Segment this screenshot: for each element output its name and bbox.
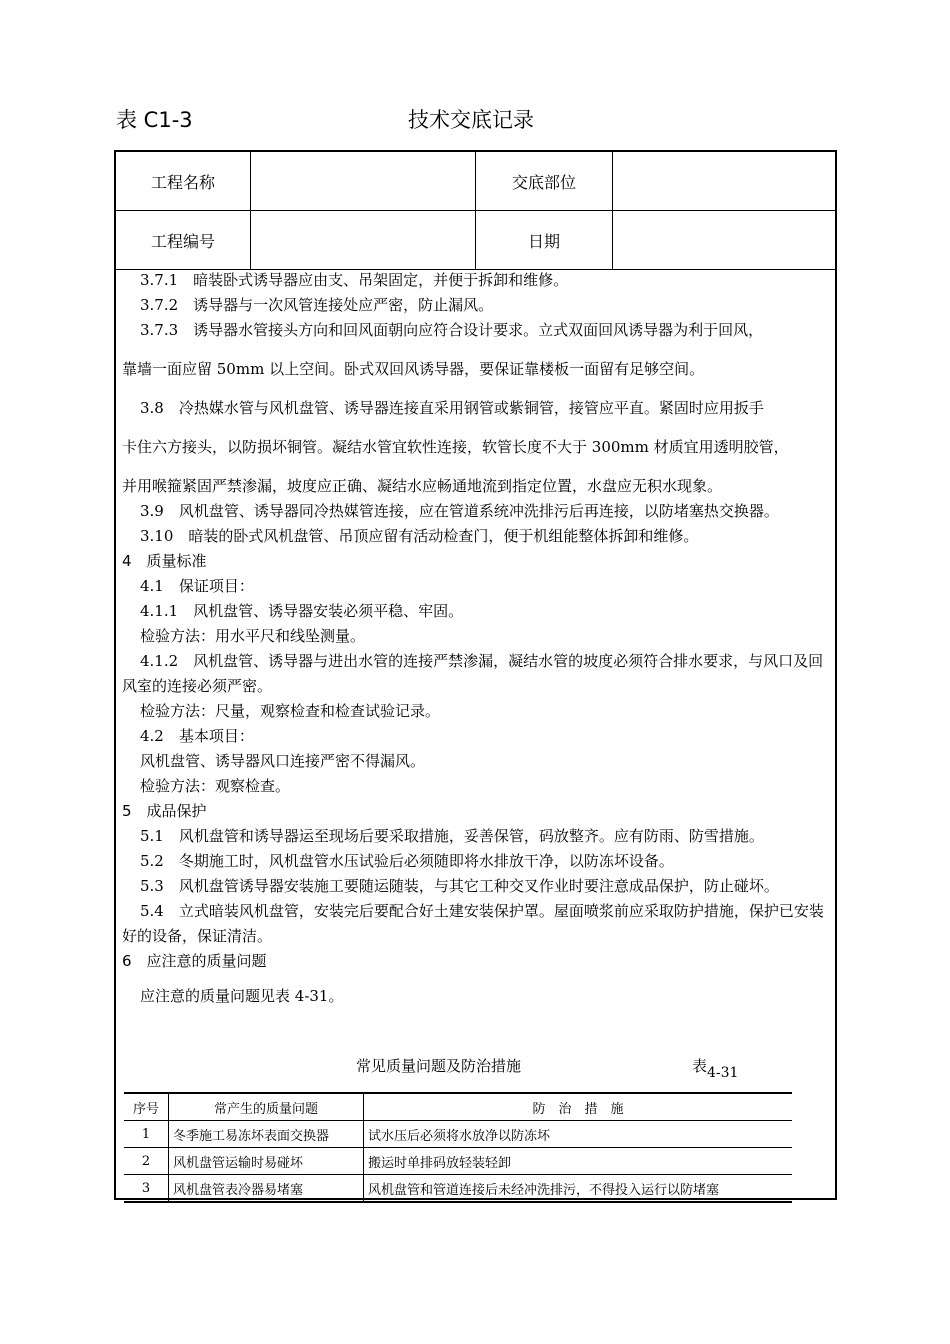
line-5-1: 5.1 风机盘管和诱导器运至现场后要采取措施，妥善保管，码放整齐。应有防雨、防雪措施。: [140, 827, 764, 845]
table-header-row: [124, 1093, 792, 1121]
table-number-value: 4-31: [707, 1065, 739, 1081]
line-4-1-2-method: 检验方法：尺量，观察检查和检查试验记录。: [140, 702, 441, 720]
row-no: 3: [124, 1175, 169, 1203]
section-6-heading: 6 应注意的质量问题: [122, 952, 267, 970]
row-measure: 搬运时单排码放轻装轻卸: [364, 1148, 793, 1175]
row-no: 1: [124, 1121, 169, 1148]
quality-issues-table: [124, 1092, 792, 1203]
row-issue: 风机盘管表冷器易堵塞: [169, 1175, 364, 1203]
record-frame: [114, 150, 837, 1200]
line-4-1-2: 4.1.2 风机盘管、诱导器与进出水管的连接严禁渗漏，凝结水管的坡度必须符合排水要求，与风口及回风室的连接必须严密。: [122, 652, 824, 695]
col-header-measures: 防 治 措 施: [364, 1093, 793, 1121]
content-body: [122, 268, 832, 1009]
col-header-issue: 常产生的质量问题: [169, 1093, 364, 1121]
date-label: 日期: [476, 211, 613, 270]
table-row: [124, 1121, 792, 1148]
line-5-3: 5.3 风机盘管诱导器安装施工要随运随装，与其它工种交叉作业时要注意成品保护，防止碰坏。: [140, 877, 779, 895]
line-3-7-3: 3.7.3 诱导器水管接头方向和回风面朝向应符合设计要求。立式双面回风诱导器为利于回风，: [140, 321, 764, 339]
row-no: 2: [124, 1148, 169, 1175]
location-value: [613, 152, 836, 211]
line-4-1: 4.1 保证项目：: [140, 577, 254, 595]
row-issue: 冬季施工易冻坏表面交换器: [169, 1121, 364, 1148]
section-5-heading: 5 成品保护: [122, 802, 207, 820]
col-header-no: 序号: [124, 1093, 169, 1121]
line-4-1-1-method: 检验方法：用水平尺和线坠测量。: [140, 627, 366, 645]
line-3-8-cont1: 卡住六方接头，以防损坏铜管。凝结水管宜软性连接，软管长度不大于 300mm 材质宜用透明胶管，: [122, 438, 789, 456]
line-4-2-item: 风机盘管、诱导器风口连接严密不得漏风。: [140, 752, 426, 770]
line-5-2: 5.2 冬期施工时，风机盘管水压试验后必须随即将水排放干净，以防冻坏设备。: [140, 852, 674, 870]
project-no-value: [251, 211, 476, 270]
line-3-9: 3.9 风机盘管、诱导器同冷热媒管连接，应在管道系统冲洗排污后再连接，以防堵塞热交换器。: [140, 502, 779, 520]
line-6-ref: 应注意的质量问题见表 4-31。: [140, 987, 344, 1005]
date-value: [613, 211, 836, 270]
line-4-1-1: 4.1.1 风机盘管、诱导器安装必须平稳、牢固。: [140, 602, 464, 620]
line-4-2-method: 检验方法：观察检查。: [140, 777, 291, 795]
project-name-value: [251, 152, 476, 211]
line-5-4: 5.4 立式暗装风机盘管，安装完后要配合好土建安装保护罩。屋面喷浆前应采取防护措施，保护已安装好的设备，保证清洁。: [122, 902, 824, 945]
page-title: 技术交底记录: [408, 108, 534, 132]
form-code: 表 C1-3: [116, 108, 193, 132]
project-name-label: 工程名称: [116, 152, 251, 211]
line-3-8: 3.8 冷热媒水管与风机盘管、诱导器连接直采用钢管或紫铜管，接管应平直。紧固时应用扳手: [140, 399, 764, 417]
table-number-prefix: 表: [692, 1057, 708, 1075]
table-row: [124, 1175, 792, 1203]
line-3-8-cont2: 并用喉箍紧固严禁渗漏，坡度应正确、凝结水应畅通地流到指定位置，水盘应无积水现象。: [122, 477, 723, 495]
line-3-7-3-cont: 靠墙一面应留 50mm 以上空间。卧式双回风诱导器，要保证靠楼板一面留有足够空间。: [122, 360, 705, 378]
location-label: 交底部位: [476, 152, 613, 211]
section-4-heading: 4 质量标准: [122, 552, 207, 570]
info-table: [116, 152, 835, 270]
line-3-7-1: 3.7.1 暗装卧式诱导器应由支、吊架固定，并便于拆卸和维修。: [140, 271, 569, 289]
row-measure: 风机盘管和管道连接后未经冲洗排污，不得投入运行以防堵塞: [364, 1175, 793, 1203]
project-no-label: 工程编号: [116, 211, 251, 270]
table-row: [124, 1148, 792, 1175]
line-3-10: 3.10 暗装的卧式风机盘管、吊顶应留有活动检查门，便于机组能整体拆卸和维修。: [140, 527, 699, 545]
line-4-2: 4.2 基本项目：: [140, 727, 254, 745]
table-number: [692, 1055, 739, 1081]
row-issue: 风机盘管运输时易碰坏: [169, 1148, 364, 1175]
table-caption: 常见质量问题及防治措施: [356, 1057, 522, 1075]
line-3-7-2: 3.7.2 诱导器与一次风管连接处应严密，防止漏风。: [140, 296, 494, 314]
row-measure: 试水压后必须将水放净以防冻坏: [364, 1121, 793, 1148]
